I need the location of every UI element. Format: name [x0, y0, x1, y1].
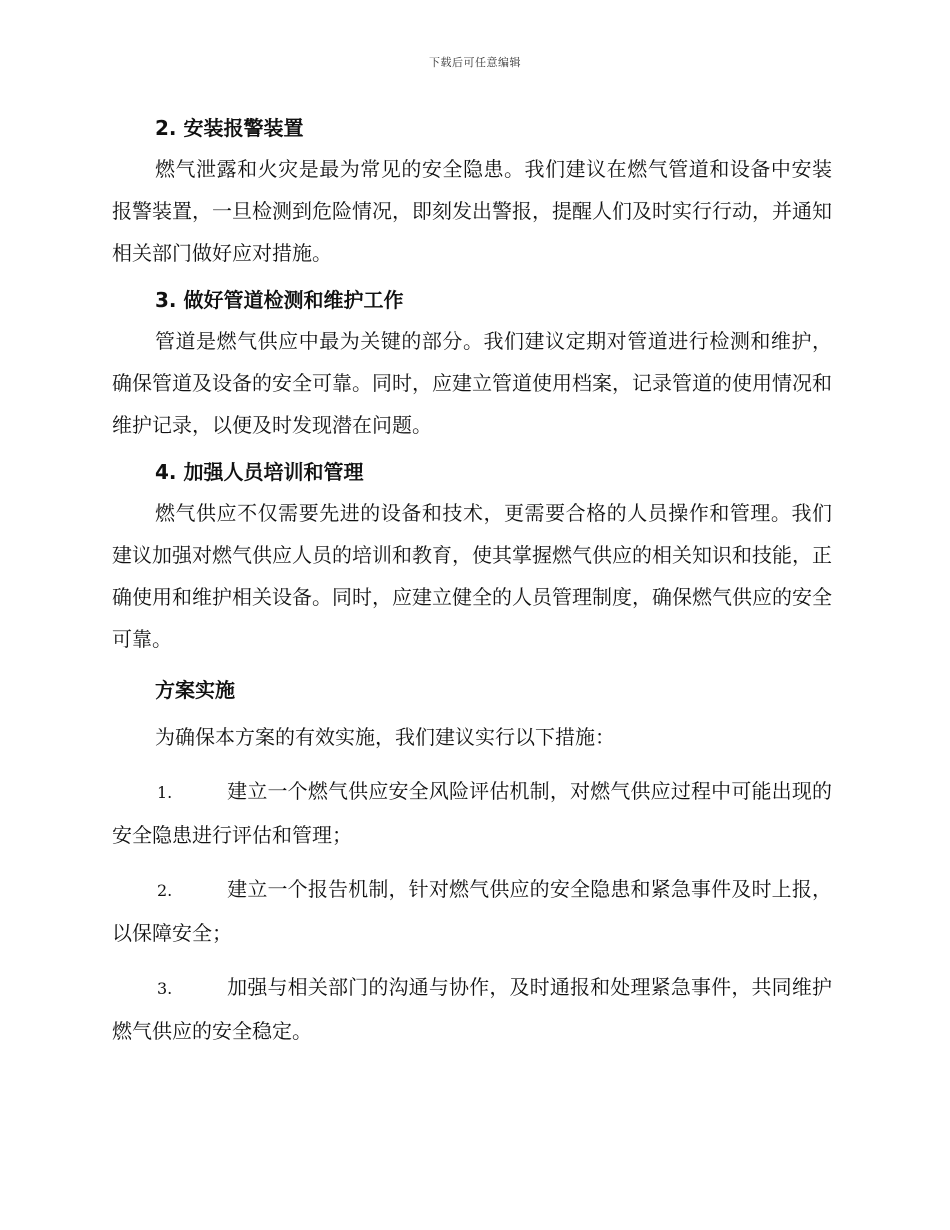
document-body	[112, 108, 832, 1064]
section-body-alarm: 燃气泄露和火灾是最为常见的安全隐患。我们建议在燃气管道和设备中安装报警装置，一旦检测到危险情况，即刻发出警报，提醒人们及时实行行动，并通知相关部门做好应对措施。	[112, 157, 832, 265]
list-item-number: 3.	[157, 979, 173, 998]
section-body-training: 燃气供应不仅需要先进的设备和技术，更需要合格的人员操作和管理。我们建议加强对燃气供应人员的培训和教育，使其掌握燃气供应的相关知识和技能，正确使用和维护相关设备。同时，应建立健全的人员管理制度，确保燃气供应的安全可靠。	[112, 501, 832, 651]
section-heading-alarm: 2. 安装报警装置	[155, 116, 304, 140]
list-item-text: 加强与相关部门的沟通与协作，及时通报和处理紧急事件，共同维护燃气供应的安全稳定。	[112, 975, 832, 1043]
list-item-text: 建立一个燃气供应安全风险评估机制，对燃气供应过程中可能出现的安全隐患进行评估和管理；	[112, 779, 832, 847]
page-header: 下载后可任意编辑	[429, 56, 521, 69]
list-item	[112, 966, 832, 1052]
list-item	[112, 868, 832, 954]
section-heading-pipeline: 3. 做好管道检测和维护工作	[155, 288, 404, 312]
implementation-heading: 方案实施	[155, 678, 235, 702]
list-item	[112, 770, 832, 856]
list-item-number: 2.	[157, 881, 173, 900]
section-heading-training: 4. 加强人员培训和管理	[155, 460, 364, 484]
list-item-text: 建立一个报告机制，针对燃气供应的安全隐患和紧急事件及时上报，以保障安全；	[112, 877, 832, 945]
section-body-pipeline: 管道是燃气供应中最为关键的部分。我们建议定期对管道进行检测和维护，确保管道及设备的安全可靠。同时，应建立管道使用档案，记录管道的使用情况和维护记录，以便及时发现潜在问题。	[112, 329, 832, 437]
list-item-number: 1.	[157, 783, 173, 802]
implementation-intro: 为确保本方案的有效实施，我们建议实行以下措施：	[155, 725, 615, 749]
